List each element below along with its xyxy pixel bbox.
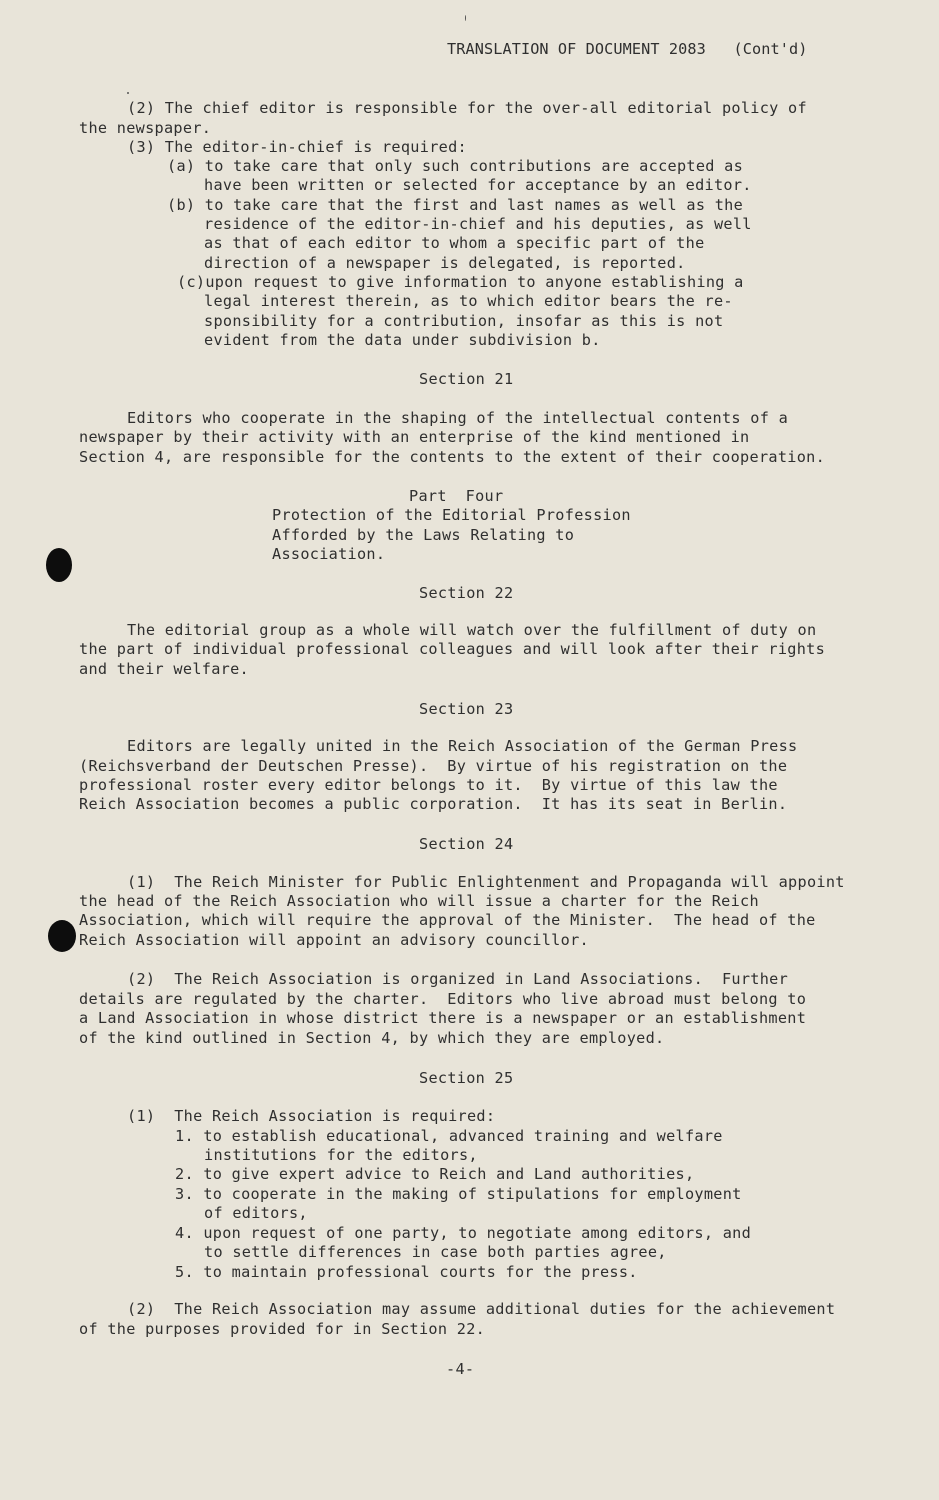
list-item: 5. to maintain professional courts for the press. xyxy=(175,1263,638,1281)
text-line: have been written or selected for acceptance by an editor. xyxy=(204,176,752,194)
section-heading: Section 25 xyxy=(419,1069,514,1087)
text-line: Section 4, are responsible for the contents to the extent of their cooperation. xyxy=(79,448,826,466)
punch-hole xyxy=(46,548,72,582)
section-heading: Section 21 xyxy=(419,370,514,388)
text-line: (3) The editor-in-chief is required: xyxy=(127,138,467,156)
text-line: direction of a newspaper is delegated, is reported. xyxy=(204,254,686,272)
text-line: the head of the Reich Association who will issue a charter for the Reich xyxy=(79,892,759,910)
list-item: 2. to give expert advice to Reich and Land authorities, xyxy=(175,1165,695,1183)
text-line: Protection of the Editorial Profession xyxy=(272,506,631,524)
text-line: professional roster every editor belongs to it. By virtue of this law the xyxy=(79,776,778,794)
punch-hole xyxy=(48,920,76,952)
text-line: the part of individual professional colleagues and will look after their rights xyxy=(79,640,826,658)
section-heading: Section 23 xyxy=(419,700,514,718)
text-line: evident from the data under subdivision b. xyxy=(204,331,601,349)
document-header: TRANSLATION OF DOCUMENT 2083 (Cont'd) xyxy=(447,40,808,58)
text-line: Afforded by the Laws Relating to xyxy=(272,526,575,544)
text-line: newspaper by their activity with an enterprise of the kind mentioned in xyxy=(79,428,750,446)
text-line: (c)upon request to give information to anyone establishing a xyxy=(177,273,744,291)
text-line: Association, which will require the approval of the Minister. The head of the xyxy=(79,911,816,929)
text-line: (1) The Reich Minister for Public Enlightenment and Propaganda will appoint xyxy=(127,873,845,891)
ink-speck xyxy=(127,92,129,94)
text-line: Editors who cooperate in the shaping of the intellectual contents of a xyxy=(127,409,789,427)
text-line: of the purposes provided for in Section 22. xyxy=(79,1320,486,1338)
text-line: The editorial group as a whole will watch over the fulfillment of duty on xyxy=(127,621,817,639)
list-item: institutions for the editors, xyxy=(204,1146,478,1164)
section-heading: Section 24 xyxy=(419,835,514,853)
text-line: (2) The chief editor is responsible for the over-all editorial policy of xyxy=(127,99,807,117)
ink-speck xyxy=(465,15,466,21)
text-line: (Reichsverband der Deutschen Presse). By virtue of his registration on the xyxy=(79,757,788,775)
list-item: 3. to cooperate in the making of stipulations for employment xyxy=(175,1185,742,1203)
list-item: 4. upon request of one party, to negotiate among editors, and xyxy=(175,1224,752,1242)
text-line: residence of the editor-in-chief and his deputies, as well xyxy=(204,215,752,233)
page-number: -4- xyxy=(446,1360,475,1378)
text-line: and their welfare. xyxy=(79,660,249,678)
text-line: a Land Association in whose district there is a newspaper or an establishment xyxy=(79,1009,807,1027)
part-heading: Part Four xyxy=(409,487,504,505)
text-line: of the kind outlined in Section 4, by which they are employed. xyxy=(79,1029,665,1047)
text-line: (1) The Reich Association is required: xyxy=(127,1107,496,1125)
text-line: Reich Association will appoint an advisory councillor. xyxy=(79,931,589,949)
text-line: Editors are legally united in the Reich Association of the German Press xyxy=(127,737,798,755)
text-line: sponsibility for a contribution, insofar as this is not xyxy=(204,312,724,330)
text-line: Reich Association becomes a public corporation. It has its seat in Berlin. xyxy=(79,795,788,813)
text-line: (b) to take care that the first and last names as well as the xyxy=(167,196,744,214)
text-line: as that of each editor to whom a specific part of the xyxy=(204,234,705,252)
list-item: to settle differences in case both parties agree, xyxy=(204,1243,667,1261)
text-line: (a) to take care that only such contributions are accepted as xyxy=(167,157,744,175)
text-line: (2) The Reich Association is organized in Land Associations. Further xyxy=(127,970,789,988)
text-line: Association. xyxy=(272,545,386,563)
list-item: of editors, xyxy=(204,1204,308,1222)
text-line: the newspaper. xyxy=(79,119,212,137)
text-line: legal interest therein, as to which editor bears the re- xyxy=(204,292,733,310)
list-item: 1. to establish educational, advanced training and welfare xyxy=(175,1127,723,1145)
text-line: (2) The Reich Association may assume additional duties for the achievement xyxy=(127,1300,836,1318)
text-line: details are regulated by the charter. Editors who live abroad must belong to xyxy=(79,990,807,1008)
section-heading: Section 22 xyxy=(419,584,514,602)
